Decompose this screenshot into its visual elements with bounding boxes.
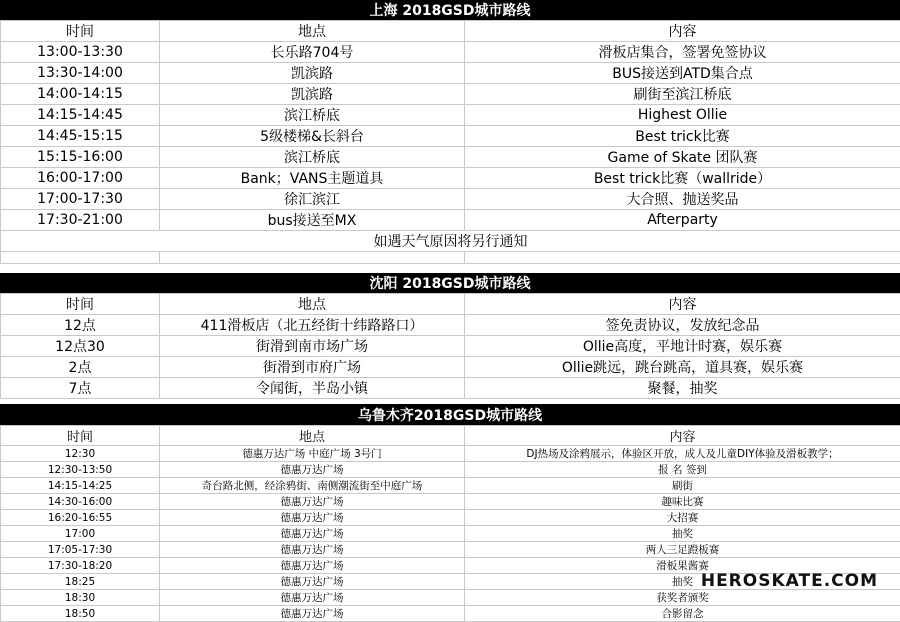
- cell-place: 街滑到南市场广场: [160, 336, 465, 357]
- cell-content: 刷街至滨江桥底: [465, 84, 900, 105]
- cell-time: 13:30-14:00: [1, 63, 160, 84]
- cell-content: Highest Ollie: [465, 105, 900, 126]
- table-row: [1, 542, 900, 558]
- urumqi-title: 乌鲁木齐2018GSD城市路线: [0, 404, 900, 425]
- cell-time: 17:05-17:30: [1, 542, 160, 558]
- cell-content: 滑板果酱赛: [465, 558, 900, 574]
- cell-place: 德惠万达广场: [160, 574, 465, 590]
- cell-content: Ollie跳远，跳台跳高，道具赛，娱乐赛: [465, 357, 900, 378]
- cell-content: 大合照、抛送奖品: [465, 189, 900, 210]
- cell-content: Best trick比赛（wallride）: [465, 168, 900, 189]
- cell-time: 12点30: [1, 336, 160, 357]
- cell-time: 7点: [1, 378, 160, 399]
- table-row: [1, 42, 900, 63]
- empty-cell: [160, 252, 465, 264]
- cell-content: 两人三足蹬板赛: [465, 542, 900, 558]
- cell-time: 14:00-14:15: [1, 84, 160, 105]
- cell-place: 德惠万达广场: [160, 542, 465, 558]
- table-row: [1, 63, 900, 84]
- table-row: [1, 478, 900, 494]
- cell-place: 街滑到市府广场: [160, 357, 465, 378]
- cell-time: 13:00-13:30: [1, 42, 160, 63]
- table-row: [1, 462, 900, 478]
- cell-content: Best trick比赛: [465, 126, 900, 147]
- shanghai-section: [0, 0, 900, 264]
- table-row: [1, 606, 900, 622]
- cell-place: 德惠万达广场: [160, 590, 465, 606]
- cell-time: 12:30: [1, 446, 160, 462]
- header-place: 地点: [160, 21, 465, 42]
- cell-content: DJ热场及涂鸦展示，体验区开放，成人及儿童DIY体验及滑板教学；: [465, 446, 900, 462]
- cell-content: 获奖者颁奖: [465, 590, 900, 606]
- cell-time: 18:50: [1, 606, 160, 622]
- cell-time: 12:30-13:50: [1, 462, 160, 478]
- cell-place: 凯滨路: [160, 84, 465, 105]
- spacer-row: [1, 252, 900, 264]
- cell-content: 趣味比赛: [465, 494, 900, 510]
- cell-content: 大招赛: [465, 510, 900, 526]
- cell-time: 14:15-14:25: [1, 478, 160, 494]
- cell-content: BUS接送到ATD集合点: [465, 63, 900, 84]
- weather-note: 如遇天气原因将另行通知: [1, 231, 900, 252]
- shanghai-title: 上海 2018GSD城市路线: [0, 0, 900, 20]
- cell-place: 德惠万达广场: [160, 558, 465, 574]
- table-row: [1, 526, 900, 542]
- shenyang-section: [0, 273, 900, 399]
- cell-time: 16:20-16:55: [1, 510, 160, 526]
- cell-content: Ollie高度，平地计时赛，娱乐赛: [465, 336, 900, 357]
- cell-time: 17:00: [1, 526, 160, 542]
- cell-place: 德惠万达广场: [160, 526, 465, 542]
- cell-time: 18:25: [1, 574, 160, 590]
- watermark-logo: HEROSKATE.COM: [701, 571, 878, 591]
- cell-content: Afterparty: [465, 210, 900, 231]
- empty-cell: [465, 252, 900, 264]
- table-row: [1, 510, 900, 526]
- cell-place: 滨江桥底: [160, 105, 465, 126]
- table-row: [1, 147, 900, 168]
- cell-place: 令闻街，半岛小镇: [160, 378, 465, 399]
- cell-place: 德惠万达广场: [160, 494, 465, 510]
- cell-place: Bank；VANS主题道具: [160, 168, 465, 189]
- cell-content: 抽奖: [465, 574, 900, 590]
- cell-place: 德惠万达广场: [160, 462, 465, 478]
- cell-time: 15:15-16:00: [1, 147, 160, 168]
- cell-content: 刷街: [465, 478, 900, 494]
- table-row: [1, 378, 900, 399]
- header-time: 时间: [1, 294, 160, 315]
- table-row: [1, 336, 900, 357]
- urumqi-table: [0, 425, 900, 622]
- empty-cell: [1, 252, 160, 264]
- cell-time: 14:15-14:45: [1, 105, 160, 126]
- cell-time: 16:00-17:00: [1, 168, 160, 189]
- cell-time: 17:30-18:20: [1, 558, 160, 574]
- table-row: [1, 446, 900, 462]
- header-content: 内容: [465, 426, 900, 446]
- table-row: [1, 590, 900, 606]
- cell-place: 滨江桥底: [160, 147, 465, 168]
- cell-place: 德惠万达广场 中庭广场 3号门: [160, 446, 465, 462]
- table-row: [1, 210, 900, 231]
- table-row: [1, 357, 900, 378]
- table-row: [1, 189, 900, 210]
- shanghai-table: [0, 20, 900, 264]
- cell-content: 合影留念: [465, 606, 900, 622]
- table-row: [1, 315, 900, 336]
- cell-place: 411滑板店（北五经街十纬路路口）: [160, 315, 465, 336]
- header-place: 地点: [160, 294, 465, 315]
- cell-content: 抽奖: [465, 526, 900, 542]
- cell-time: 14:45-15:15: [1, 126, 160, 147]
- cell-place: 5级楼梯&长斜台: [160, 126, 465, 147]
- cell-content: 报 名 签到: [465, 462, 900, 478]
- header-content: 内容: [465, 21, 900, 42]
- cell-time: 18:30: [1, 590, 160, 606]
- table-row: [1, 84, 900, 105]
- cell-content: 滑板店集合，签署免签协议: [465, 42, 900, 63]
- cell-content: 签免责协议，发放纪念品: [465, 315, 900, 336]
- cell-content: 聚餐，抽奖: [465, 378, 900, 399]
- cell-place: 德惠万达广场: [160, 510, 465, 526]
- table-row: [1, 494, 900, 510]
- cell-time: 12点: [1, 315, 160, 336]
- table-row: [1, 126, 900, 147]
- header-place: 地点: [160, 426, 465, 446]
- note-row: [1, 231, 900, 252]
- cell-place: bus接送至MX: [160, 210, 465, 231]
- cell-place: 徐汇滨江: [160, 189, 465, 210]
- header-time: 时间: [1, 21, 160, 42]
- cell-time: 17:30-21:00: [1, 210, 160, 231]
- header-content: 内容: [465, 294, 900, 315]
- cell-place: 长乐路704号: [160, 42, 465, 63]
- cell-place: 德惠万达广场: [160, 606, 465, 622]
- cell-time: 17:00-17:30: [1, 189, 160, 210]
- cell-time: 14:30-16:00: [1, 494, 160, 510]
- header-time: 时间: [1, 426, 160, 446]
- cell-place: 奇台路北侧，经涂鸦街、南侧潮流街至中庭广场: [160, 478, 465, 494]
- cell-content: Game of Skate 团队赛: [465, 147, 900, 168]
- table-row: [1, 168, 900, 189]
- shenyang-title: 沈阳 2018GSD城市路线: [0, 273, 900, 293]
- cell-time: 2点: [1, 357, 160, 378]
- shenyang-table: [0, 293, 900, 399]
- table-row: [1, 105, 900, 126]
- cell-place: 凯滨路: [160, 63, 465, 84]
